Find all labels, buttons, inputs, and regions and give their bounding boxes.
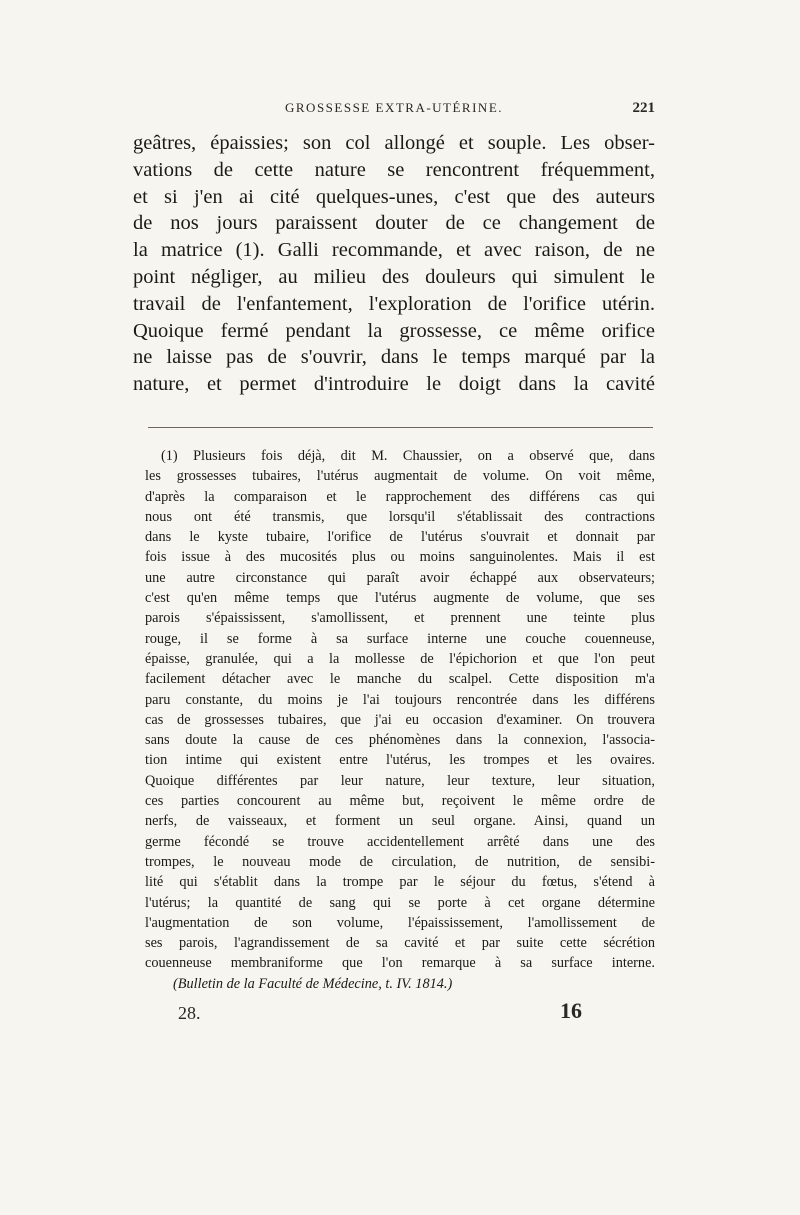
footnote-line: cas de grossesses tubaires, que j'ai eu occasion d'examiner. On trouvera xyxy=(145,711,655,728)
footnote-line: nous ont été transmis, que lorsqu'il s'établissait des contractions xyxy=(145,508,655,525)
footnote-line: paru constante, du moins je l'ai toujours rencontrée dans les différens xyxy=(145,691,655,708)
footnote-line: l'utérus; la quantité de sang qui se porte à cet organe détermine xyxy=(145,894,655,911)
footnote-line: rouge, il se forme à sa surface interne une couche couenneuse, xyxy=(145,630,655,647)
text-line: de nos jours paraissent douter de ce changement de xyxy=(133,212,655,235)
page-number: 221 xyxy=(632,100,655,116)
footnote-line: une autre circonstance qui paraît avoir échappé aux observateurs; xyxy=(145,569,655,586)
footnote-line: lité qui s'établit dans la trompe par le séjour du fœtus, s'étend à xyxy=(145,874,655,891)
footnote-line: épaisse, granulée, qui a la mollesse de l'épichorion et que l'on peut xyxy=(145,650,655,667)
footnote-line: germe fécondé se trouve accidentellement arrêté dans une des xyxy=(145,833,655,850)
footnote-line: d'après la comparaison et le rapprochement des différens cas qui xyxy=(145,488,655,505)
footnote-line: ces parties concourent au même but, reçoivent le même ordre de xyxy=(145,793,655,810)
text-line: et si j'en ai cité quelques-unes, c'est que des auteurs xyxy=(133,185,655,208)
text-line: geâtres, épaissies; son col allongé et souple. Les obser- xyxy=(133,132,655,154)
footnote xyxy=(145,446,655,994)
footnote-line: dans le kyste tubaire, l'orifice de l'utérus s'ouvrait et donnait par xyxy=(145,529,655,546)
footnote-line: l'augmentation de son volume, l'épaississement, l'amollissement de xyxy=(145,914,655,931)
footnote-line: facilement détacher avec le manche du scalpel. Cette disposition m'a xyxy=(145,671,655,688)
text-line: point négliger, au milieu des douleurs qui simulent le xyxy=(133,265,655,288)
footnote-line: parois s'épaississent, s'amollissent, et prennent une teinte plus xyxy=(145,610,655,627)
main-text xyxy=(133,130,655,398)
footnote-line: nerfs, de vaisseaux, et forment un seul organe. Ainsi, quand un xyxy=(145,813,655,830)
footnote-line: tion intime qui existent entre l'utérus, les trompes et les ovaires. xyxy=(145,752,655,769)
text-line: nature, et permet d'introduire le doigt dans la cavité xyxy=(133,373,655,396)
footnote-line: trompes, le nouveau mode de circulation, de nutrition, de sensibi- xyxy=(145,853,655,870)
footnote-line: Quoique différentes par leur nature, leur texture, leur situation, xyxy=(145,772,655,789)
text-line: vations de cette nature se rencontrent fréquemment, xyxy=(133,158,655,181)
footnote-line: c'est qu'en même temps que l'utérus augmente de volume, que ses xyxy=(145,590,655,607)
footnote-line: fois issue à des mucosités plus ou moins sanguinolentes. Mais il est xyxy=(145,549,655,566)
text-line: la matrice (1). Galli recommande, et avec raison, de ne xyxy=(133,239,655,262)
running-title: GROSSESSE EXTRA-UTÉRINE. xyxy=(285,100,504,115)
footnote-line: couenneuse membraniforme que l'on remarque à sa surface interne. xyxy=(145,955,655,972)
footnote-citation: (Bulletin de la Faculté de Médecine, t. IV. 1814.) xyxy=(173,975,453,992)
footnote-line: ses parois, l'agrandissement de sa cavité et par suite cette sécrétion xyxy=(145,935,655,952)
footnote-line: (1) Plusieurs fois déjà, dit M. Chaussier, on a observé que, dans xyxy=(161,448,655,464)
footnote-line: les grossesses tubaires, l'utérus augmentait de volume. On voit même, xyxy=(145,468,655,485)
footnote-line: sans doute la cause de ces phénomènes dans la connexion, l'associa- xyxy=(145,732,655,749)
footnote-divider xyxy=(148,427,653,428)
text-line: ne laisse pas de s'ouvrir, dans le temps marqué par la xyxy=(133,346,655,369)
footnote-source xyxy=(145,974,655,994)
gathering-mark: 16 xyxy=(560,998,582,1023)
text-line: Quoique fermé pendant la grossesse, ce même orifice xyxy=(133,319,655,342)
signature-mark: 28. xyxy=(178,1003,201,1023)
running-head xyxy=(130,100,655,122)
text-line: travail de l'enfantement, l'exploration de l'orifice utérin. xyxy=(133,292,655,315)
